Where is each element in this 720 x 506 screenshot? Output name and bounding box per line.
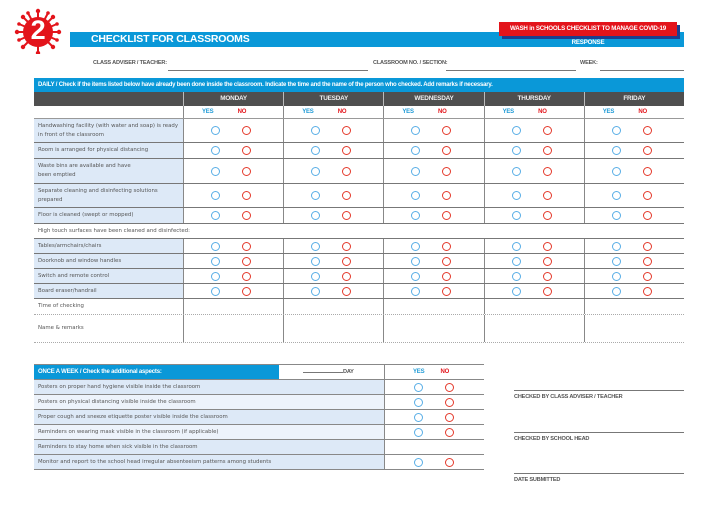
weekly-header-row	[34, 364, 484, 380]
yes-radio[interactable]	[512, 242, 521, 251]
yes-label: YES	[202, 109, 214, 115]
table-row	[34, 184, 684, 208]
no-radio[interactable]	[442, 257, 451, 266]
day-field[interactable]	[279, 365, 384, 379]
remarks-input-wednesday[interactable]	[383, 315, 483, 342]
yes-radio[interactable]	[612, 272, 621, 281]
yes-radio[interactable]	[211, 257, 220, 266]
yes-radio[interactable]	[414, 428, 423, 437]
yes-radio[interactable]	[414, 458, 423, 467]
table-row	[34, 159, 684, 184]
yes-radio[interactable]	[512, 146, 521, 155]
yes-radio[interactable]	[211, 126, 220, 135]
item-label: Waste bins are available and have been emptied	[34, 159, 183, 183]
yes-label: YES	[302, 109, 314, 115]
class-adviser-label: CLASS ADVISER / TEACHER:	[93, 60, 167, 66]
school-head-signature-label: CHECKED BY SCHOOL HEAD	[514, 436, 590, 442]
no-radio[interactable]	[643, 272, 652, 281]
table-row	[34, 410, 484, 425]
no-radio[interactable]	[543, 287, 552, 296]
item-label: Reminders on wearing mask visible in the classroom (if applicable)	[34, 425, 384, 439]
time-input-thursday[interactable]	[484, 299, 584, 314]
item-label: Proper cough and sneeze etiquette poster visible inside the classroom	[34, 410, 384, 424]
no-radio[interactable]	[442, 191, 451, 200]
no-radio[interactable]	[442, 211, 451, 220]
time-label: Time of checking	[34, 299, 183, 314]
school-head-signature-field[interactable]	[514, 432, 684, 433]
no-label: NO	[538, 109, 547, 115]
no-radio[interactable]	[543, 242, 552, 251]
no-radio[interactable]	[543, 126, 552, 135]
yes-radio[interactable]	[512, 167, 521, 176]
item-label: Separate cleaning and disinfecting solutions prepared	[34, 184, 183, 207]
yes-radio[interactable]	[311, 211, 320, 220]
daily-instruction: DAILY / Check if the items listed below have already been done inside the classroom. Indicate the time and the name of the person who checked. Add remarks if necessary.	[34, 78, 684, 92]
day-tuesday: TUESDAY	[283, 92, 383, 106]
table-row	[34, 208, 684, 224]
adviser-signature-field[interactable]	[514, 390, 684, 391]
remarks-input-tuesday[interactable]	[283, 315, 383, 342]
yes-radio[interactable]	[512, 126, 521, 135]
no-label: NO	[638, 109, 647, 115]
no-label: NO	[237, 109, 247, 115]
no-radio[interactable]	[442, 167, 451, 176]
day-thursday: THURSDAY	[484, 92, 584, 106]
no-radio[interactable]	[442, 146, 451, 155]
table-row	[34, 284, 684, 299]
page-title: CHECKLIST FOR CLASSROOMS	[91, 33, 250, 45]
no-radio[interactable]	[242, 126, 251, 135]
time-input-wednesday[interactable]	[383, 299, 483, 314]
no-radio[interactable]	[242, 242, 251, 251]
no-label: NO	[337, 109, 347, 115]
day-header-row	[34, 92, 684, 106]
yes-radio[interactable]	[311, 146, 320, 155]
yes-radio[interactable]	[411, 146, 420, 155]
no-label: NO	[437, 109, 447, 115]
yes-radio[interactable]	[512, 257, 521, 266]
yes-radio[interactable]	[411, 167, 420, 176]
no-radio[interactable]	[643, 242, 652, 251]
no-radio[interactable]	[445, 428, 454, 437]
yes-radio[interactable]	[512, 211, 521, 220]
yes-radio[interactable]	[512, 191, 521, 200]
name-label: Name & remarks	[34, 315, 183, 342]
yes-radio[interactable]	[612, 126, 621, 135]
yes-radio[interactable]	[512, 287, 521, 296]
yes-radio[interactable]	[311, 287, 320, 296]
no-radio[interactable]	[342, 167, 351, 176]
date-submitted-label: DATE SUBMITTED	[514, 477, 561, 483]
no-radio[interactable]	[643, 287, 652, 296]
item-label: Switch and remote control	[34, 269, 183, 283]
wash-tag-badge: WASH in SCHOOLS CHECKLIST TO MANAGE COVID-19 RESPONSE	[499, 22, 677, 36]
high-touch-heading: High touch surfaces have been cleaned and disinfected:	[38, 228, 190, 234]
no-radio[interactable]	[242, 146, 251, 155]
yes-radio[interactable]	[411, 257, 420, 266]
yes-radio[interactable]	[211, 146, 220, 155]
no-radio[interactable]	[543, 167, 552, 176]
yes-radio[interactable]	[414, 398, 423, 407]
table-row	[34, 395, 484, 410]
yes-radio[interactable]	[211, 211, 220, 220]
item-label: Posters on physical distancing visible inside the classroom	[34, 395, 384, 409]
no-radio[interactable]	[643, 167, 652, 176]
time-input-tuesday[interactable]	[283, 299, 383, 314]
yes-label: YES	[413, 369, 425, 375]
yes-radio[interactable]	[311, 272, 320, 281]
item-label: Reminders to stay home when sick visible in the classroom	[34, 440, 384, 454]
no-radio[interactable]	[543, 146, 552, 155]
no-radio[interactable]	[342, 126, 351, 135]
remarks-input-thursday[interactable]	[484, 315, 584, 342]
yes-radio[interactable]	[311, 191, 320, 200]
yes-radio[interactable]	[411, 242, 420, 251]
name-remarks-row	[34, 315, 684, 343]
day-monday: MONDAY	[183, 92, 283, 106]
no-radio[interactable]	[342, 191, 351, 200]
no-radio[interactable]	[643, 211, 652, 220]
no-label: NO	[440, 369, 450, 375]
yes-radio[interactable]	[211, 287, 220, 296]
no-radio[interactable]	[342, 287, 351, 296]
no-radio[interactable]	[342, 242, 351, 251]
week-field[interactable]	[600, 70, 684, 71]
no-radio[interactable]	[643, 146, 652, 155]
item-label: Doorknob and window handles	[34, 254, 183, 268]
table-row	[34, 425, 484, 440]
table-row	[34, 239, 684, 254]
no-radio[interactable]	[445, 398, 454, 407]
item-label: Room is arranged for physical distancing	[34, 143, 183, 158]
no-radio[interactable]	[543, 272, 552, 281]
day-label: DAY	[343, 369, 354, 375]
week-label: WEEK:	[580, 60, 598, 66]
yes-radio[interactable]	[211, 167, 220, 176]
no-radio[interactable]	[643, 191, 652, 200]
yes-radio[interactable]	[311, 257, 320, 266]
no-radio[interactable]	[342, 257, 351, 266]
no-radio[interactable]	[442, 287, 451, 296]
yes-radio[interactable]	[411, 287, 420, 296]
yes-radio[interactable]	[612, 257, 621, 266]
no-radio[interactable]	[643, 126, 652, 135]
yes-radio[interactable]	[512, 272, 521, 281]
table-row	[34, 455, 484, 470]
no-radio[interactable]	[442, 242, 451, 251]
table-row	[34, 269, 684, 284]
yes-label: YES	[602, 109, 615, 115]
no-radio[interactable]	[242, 272, 251, 281]
no-radio[interactable]	[242, 167, 251, 176]
classroom-label: CLASSROOM NO. / SECTION:	[373, 60, 448, 66]
no-radio[interactable]	[242, 211, 251, 220]
no-radio[interactable]	[445, 413, 454, 422]
no-radio[interactable]	[442, 126, 451, 135]
section-number: 2	[30, 15, 46, 45]
adviser-signature-label: CHECKED BY CLASS ADVISER / TEACHER	[514, 394, 623, 400]
yes-radio[interactable]	[612, 167, 621, 176]
time-input-monday[interactable]	[183, 299, 283, 314]
classroom-field[interactable]	[446, 70, 576, 71]
yes-radio[interactable]	[414, 413, 423, 422]
time-of-checking-row	[34, 299, 684, 315]
date-submitted-field[interactable]	[514, 473, 684, 474]
day-friday: FRIDAY	[584, 92, 684, 106]
yes-radio[interactable]	[211, 272, 220, 281]
item-label: Posters on proper hand hygiene visible inside the classroom	[34, 380, 384, 394]
time-input-friday[interactable]	[584, 299, 684, 314]
yes-radio[interactable]	[612, 211, 621, 220]
weekly-instruction: ONCE A WEEK / Check the additional aspects:	[34, 365, 279, 379]
no-radio[interactable]	[445, 458, 454, 467]
day-wednesday: WEDNESDAY	[383, 92, 483, 106]
yes-radio[interactable]	[311, 242, 320, 251]
table-row	[34, 119, 684, 143]
no-radio[interactable]	[543, 257, 552, 266]
no-radio[interactable]	[342, 211, 351, 220]
yes-radio[interactable]	[612, 242, 621, 251]
remarks-input-friday[interactable]	[584, 315, 684, 342]
remarks-input-monday[interactable]	[183, 315, 283, 342]
yes-radio[interactable]	[211, 242, 220, 251]
high-touch-heading-row	[34, 224, 684, 239]
class-adviser-field[interactable]	[168, 70, 368, 71]
yes-radio[interactable]	[411, 191, 420, 200]
yes-radio[interactable]	[414, 383, 423, 392]
yes-radio[interactable]	[411, 126, 420, 135]
weekly-checklist-table	[34, 364, 484, 470]
no-radio[interactable]	[643, 257, 652, 266]
yes-label: YES	[502, 109, 514, 115]
no-radio[interactable]	[342, 146, 351, 155]
yes-radio[interactable]	[411, 272, 420, 281]
item-label: Monitor and report to the school head irregular absenteeism patterns among students	[34, 455, 384, 469]
no-radio[interactable]	[445, 383, 454, 392]
no-radio[interactable]	[242, 287, 251, 296]
no-radio[interactable]	[543, 191, 552, 200]
item-label: Handwashing facility (with water and soap) is ready in front of the classroom	[34, 119, 183, 142]
no-radio[interactable]	[442, 272, 451, 281]
item-label: Tables/armchairs/chairs	[34, 239, 183, 253]
yes-radio[interactable]	[211, 191, 220, 200]
item-label: Board eraser/handrail	[34, 284, 183, 298]
yes-radio[interactable]	[311, 126, 320, 135]
yes-radio[interactable]	[311, 167, 320, 176]
no-radio[interactable]	[242, 191, 251, 200]
no-radio[interactable]	[242, 257, 251, 266]
yes-radio[interactable]	[411, 211, 420, 220]
yes-radio[interactable]	[612, 287, 621, 296]
daily-checklist-table	[34, 78, 684, 343]
yes-label: YES	[402, 109, 414, 115]
no-radio[interactable]	[543, 211, 552, 220]
table-row	[34, 143, 684, 159]
no-radio[interactable]	[342, 272, 351, 281]
table-row	[34, 380, 484, 395]
table-row	[34, 254, 684, 269]
yes-radio[interactable]	[612, 146, 621, 155]
item-label: Floor is cleaned (swept or mopped)	[34, 208, 183, 223]
table-row	[34, 440, 484, 455]
yes-no-header-row	[34, 106, 684, 119]
yes-radio[interactable]	[612, 191, 621, 200]
